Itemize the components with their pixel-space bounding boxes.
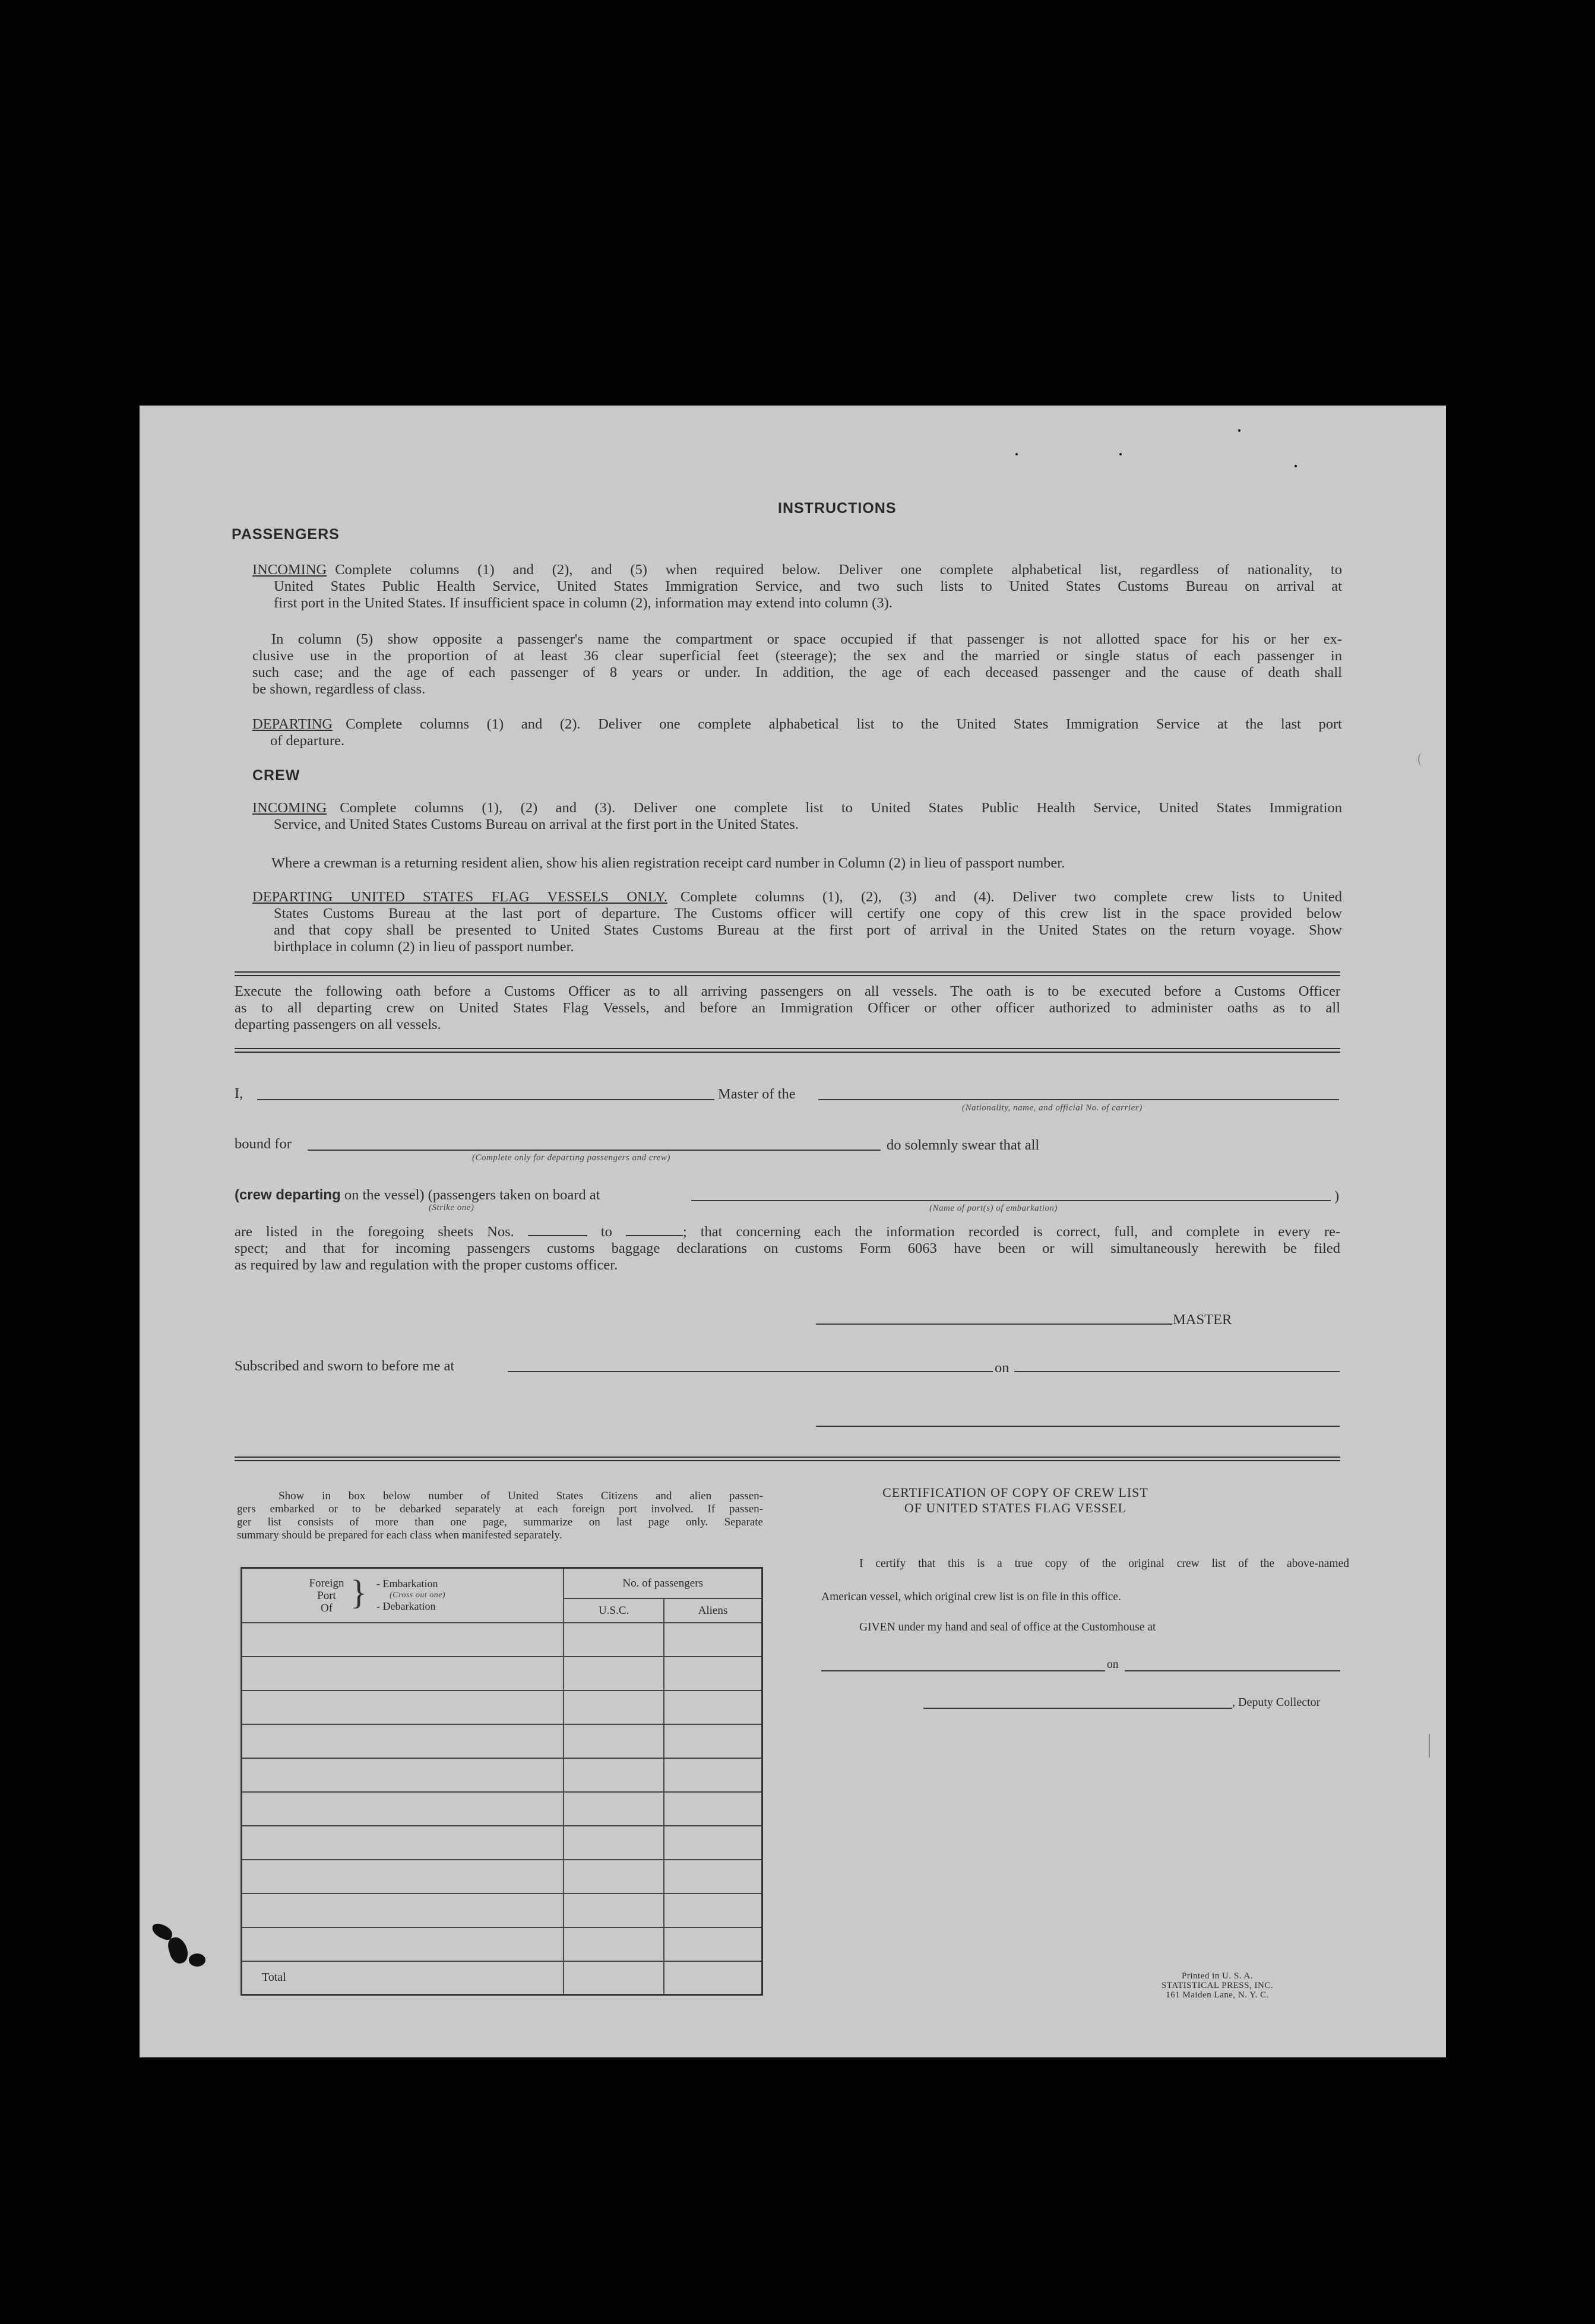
- divider: [235, 975, 1340, 976]
- aliens-cell[interactable]: [664, 1690, 762, 1724]
- oath-i-label: I,: [235, 1085, 243, 1101]
- of-label: Of: [320, 1602, 333, 1614]
- usc-cell[interactable]: [564, 1927, 664, 1961]
- sheet-from-field[interactable]: [528, 1226, 587, 1236]
- certification-title: [837, 1485, 1194, 1516]
- given-text: GIVEN under my hand and seal of office at the Customhouse at: [859, 1621, 1156, 1633]
- master-of-the-label: Master of the: [718, 1086, 796, 1102]
- oath-statement: [235, 1224, 1340, 1274]
- crew-incoming-text-1: Complete columns (1), (2) and (3). Deliver one complete list to United States Public Health Service, United States Immigration: [340, 800, 1342, 816]
- speck: [1119, 453, 1122, 455]
- master-signature-field[interactable]: [816, 1324, 1172, 1325]
- crew-incoming-text-2: Service, and United States Customs Bureau on arrival at the first port in the United States.: [274, 816, 799, 832]
- embarkation-option[interactable]: - Embarkation: [376, 1578, 438, 1590]
- oath-statement-text-2: spect; and that for incoming passengers customs baggage declarations on customs Form 6063 have been or will simultaneously herewith be filed: [235, 1240, 1340, 1256]
- cert-on-label: on: [1107, 1658, 1119, 1671]
- passengers-header-cell: No. of passengers: [564, 1568, 762, 1599]
- sheet-to-field[interactable]: [626, 1226, 683, 1236]
- embarkation-ports-field[interactable]: [691, 1200, 1331, 1201]
- crew-departing-text-1: Complete columns (1), (2), (3) and (4). Deliver two complete crew lists to United: [680, 889, 1342, 905]
- passengers-heading: PASSENGERS: [232, 526, 340, 543]
- certification-title-1: CERTIFICATION OF COPY OF CREW LIST: [882, 1485, 1148, 1500]
- summary-intro-text-4: summary should be prepared for each class when manifested separately.: [237, 1529, 562, 1541]
- crew-departing-label: DEPARTING UNITED STATES FLAG VESSELS ONLY.: [252, 889, 667, 905]
- customhouse-field[interactable]: [821, 1670, 1105, 1671]
- passengers-departing-section: [252, 716, 1342, 749]
- crew-departing-section: [252, 889, 1342, 955]
- divider: [235, 1457, 1340, 1458]
- divider: [235, 1052, 1340, 1053]
- aliens-total-cell[interactable]: [664, 1961, 762, 1994]
- aliens-cell[interactable]: [664, 1623, 762, 1657]
- scan-artifact: [189, 1953, 205, 1967]
- crew-departing-text-3: and that copy shall be presented to United States Customs Bureau at the first port of arrival in the United States on the return voyage. Show: [274, 922, 1342, 938]
- certify-text-2: American vessel, which original crew list is on file in this office.: [821, 1591, 1121, 1603]
- divider: [235, 1460, 1340, 1461]
- certify-text-1: I certify that this is a true copy of the original crew list of the above-named: [859, 1557, 1349, 1570]
- port-header-cell: [242, 1568, 564, 1623]
- ports-caption: (Name of port(s) of embarkation): [929, 1204, 1058, 1213]
- aliens-cell[interactable]: [664, 1724, 762, 1758]
- passengers-taken-option[interactable]: (passengers taken on board at: [428, 1187, 600, 1203]
- solemnly-swear-text: do solemnly swear that all: [887, 1137, 1040, 1153]
- officer-signature-field[interactable]: [816, 1426, 1340, 1427]
- column5-text-1: In column (5) show opposite a passenger's name the compartment or space occupied if that passenger is not allotted space for his or her ex-: [271, 631, 1342, 647]
- passengers-departing-text-1: Complete columns (1) and (2). Deliver one complete alphabetical list to the United States Immigration Service at the last port: [346, 716, 1342, 732]
- speck: [1015, 453, 1018, 455]
- summary-intro: [237, 1490, 763, 1542]
- aliens-cell[interactable]: [664, 1927, 762, 1961]
- passengers-incoming-section: [252, 562, 1342, 612]
- listed-text-b: ; that concerning each the information recorded is correct, full, and complete in every re-: [682, 1224, 1341, 1240]
- sworn-place-field[interactable]: [508, 1371, 993, 1372]
- divider: [235, 1048, 1340, 1049]
- passengers-departing-label: DEPARTING: [252, 716, 333, 732]
- port-cell[interactable]: [242, 1894, 564, 1927]
- port-cell[interactable]: [242, 1860, 564, 1894]
- subscribed-text: Subscribed and sworn to before me at: [235, 1358, 455, 1374]
- collector-signature-field[interactable]: [923, 1708, 1232, 1709]
- nationality-caption: (Nationality, name, and official No. of carrier): [962, 1103, 1143, 1113]
- speck: [1295, 465, 1297, 467]
- certification-title-2: OF UNITED STATES FLAG VESSEL: [904, 1500, 1127, 1515]
- port-cell[interactable]: [242, 1623, 564, 1657]
- column5-text-4: be shown, regardless of class.: [252, 681, 426, 697]
- scan-artifact: [1429, 1734, 1436, 1758]
- deputy-collector-label: , Deputy Collector: [1232, 1696, 1321, 1709]
- crew-heading: CREW: [252, 767, 300, 784]
- usc-cell[interactable]: [564, 1894, 664, 1927]
- oath-intro-text-3: departing passengers on all vessels.: [235, 1017, 441, 1033]
- total-label-cell: Total: [242, 1961, 564, 1994]
- bound-for-field[interactable]: [308, 1150, 881, 1151]
- master-label: MASTER: [1173, 1312, 1232, 1328]
- crew-returning-text: Where a crewman is a returning resident alien, show his alien registration receipt card number in Column (2) in lieu of passport number.: [271, 855, 1065, 871]
- crew-departing-text-4: birthplace in column (2) in lieu of passport number.: [274, 939, 574, 955]
- crew-incoming-section: [252, 800, 1342, 833]
- aliens-cell[interactable]: [664, 1792, 762, 1826]
- crew-incoming-label: INCOMING: [252, 800, 327, 816]
- usc-cell[interactable]: [564, 1657, 664, 1690]
- port-cell[interactable]: [242, 1758, 564, 1792]
- foreign-label: Foreign: [309, 1577, 344, 1590]
- oath-intro-text-1: Execute the following oath before a Customs Officer as to all arriving passengers on all vessels. The oath is to be executed before a Customs Officer: [235, 983, 1340, 999]
- cross-out-caption: (Cross out one): [390, 1591, 446, 1600]
- usc-header-cell: U.S.C.: [564, 1598, 664, 1623]
- complete-only-caption: (Complete only for departing passengers and crew): [472, 1153, 670, 1163]
- printer-imprint: [1143, 1971, 1292, 2000]
- passengers-incoming-text-1: Complete columns (1) and (2), and (5) when required below. Deliver one complete alphabetical list, regardless of nationality, to: [335, 562, 1342, 578]
- document-page: [140, 406, 1446, 2057]
- speck: [1238, 429, 1240, 432]
- port-cell[interactable]: [242, 1927, 564, 1961]
- carrier-field[interactable]: [818, 1099, 1339, 1100]
- summary-intro-text-3: ger list consists of more than one page, summarize on last page only. Separate: [237, 1516, 763, 1528]
- oath-intro: [235, 983, 1340, 1033]
- sworn-date-field[interactable]: [1014, 1371, 1340, 1372]
- passengers-incoming-text-2: United States Public Health Service, United States Immigration Service, and two such lists to United States Customs Bureau on arrival at: [274, 578, 1342, 594]
- sworn-on-label: on: [995, 1360, 1009, 1376]
- divider: [235, 971, 1340, 973]
- on-the-vessel-text: on the vessel): [344, 1187, 425, 1203]
- oath-intro-text-2: as to all departing crew on United States Flag Vessels, and before an Immigration Officer or other officer authorized to administer oaths as to all: [235, 1000, 1340, 1016]
- aliens-header-cell: Aliens: [664, 1598, 762, 1623]
- strike-one-caption: (Strike one): [429, 1203, 474, 1212]
- passenger-summary-table: [240, 1567, 763, 1996]
- usc-total-cell[interactable]: [564, 1961, 664, 1994]
- column5-text-3: such case; and the age of each passenger of 8 years or under. In addition, the age of each deceased passenger and the cause of death shall: [252, 664, 1342, 680]
- crew-departing-option[interactable]: (crew departing: [235, 1187, 341, 1203]
- aliens-cell[interactable]: [664, 1860, 762, 1894]
- scan-artifact: [1418, 753, 1426, 766]
- summary-intro-text-2: gers embarked or to be debarked separately at each foreign port involved. If passen-: [237, 1503, 763, 1515]
- port-cell[interactable]: [242, 1690, 564, 1724]
- column5-section: [252, 631, 1342, 698]
- passengers-incoming-label: INCOMING: [252, 562, 327, 578]
- usc-cell[interactable]: [564, 1792, 664, 1826]
- port-cell[interactable]: [242, 1657, 564, 1690]
- printer-text-1: Printed in U. S. A.: [1182, 1971, 1253, 1981]
- crew-departing-text-2: States Customs Bureau at the last port of departure. The Customs officer will certify one copy of this crew list in the space provided below: [274, 905, 1342, 922]
- column5-text-2: clusive use in the proportion of at least 36 clear superficial feet (steerage); the sex and the married or single status of each passenger in: [252, 648, 1342, 664]
- aliens-cell[interactable]: [664, 1826, 762, 1860]
- passengers-incoming-text-3: first port in the United States. If insufficient space in column (2), information may extend into column (3).: [274, 595, 893, 611]
- listed-to-text: to: [600, 1224, 612, 1240]
- aliens-cell[interactable]: [664, 1894, 762, 1927]
- close-paren: ): [1334, 1188, 1340, 1204]
- usc-cell[interactable]: [564, 1724, 664, 1758]
- port-cell[interactable]: [242, 1792, 564, 1826]
- usc-cell[interactable]: [564, 1623, 664, 1657]
- passengers-departing-text-2: of departure.: [270, 733, 345, 749]
- bound-for-label: bound for: [235, 1136, 292, 1152]
- brace-icon: }: [350, 1573, 367, 1611]
- debarkation-option[interactable]: - Debarkation: [376, 1600, 436, 1612]
- port-cell[interactable]: [242, 1826, 564, 1860]
- printer-text-3: 161 Maiden Lane, N. Y. C.: [1166, 1990, 1269, 2000]
- aliens-cell[interactable]: [664, 1657, 762, 1690]
- strike-choice: [235, 1187, 600, 1204]
- printer-text-2: STATISTICAL PRESS, INC.: [1161, 1981, 1274, 1990]
- usc-cell[interactable]: [564, 1826, 664, 1860]
- instructions-title: INSTRUCTIONS: [778, 500, 897, 517]
- master-name-field[interactable]: [257, 1099, 714, 1100]
- summary-intro-text-1: Show in box below number of United States Citizens and alien passen-: [279, 1490, 763, 1502]
- port-label: Port: [317, 1590, 336, 1602]
- oath-statement-text-3: as required by law and regulation with the proper customs officer.: [235, 1257, 618, 1273]
- aliens-cell[interactable]: [664, 1758, 762, 1792]
- port-cell[interactable]: [242, 1724, 564, 1758]
- usc-cell[interactable]: [564, 1690, 664, 1724]
- usc-cell[interactable]: [564, 1758, 664, 1792]
- usc-cell[interactable]: [564, 1860, 664, 1894]
- cert-date-field[interactable]: [1125, 1670, 1340, 1671]
- listed-text-a: are listed in the foregoing sheets Nos.: [235, 1224, 514, 1240]
